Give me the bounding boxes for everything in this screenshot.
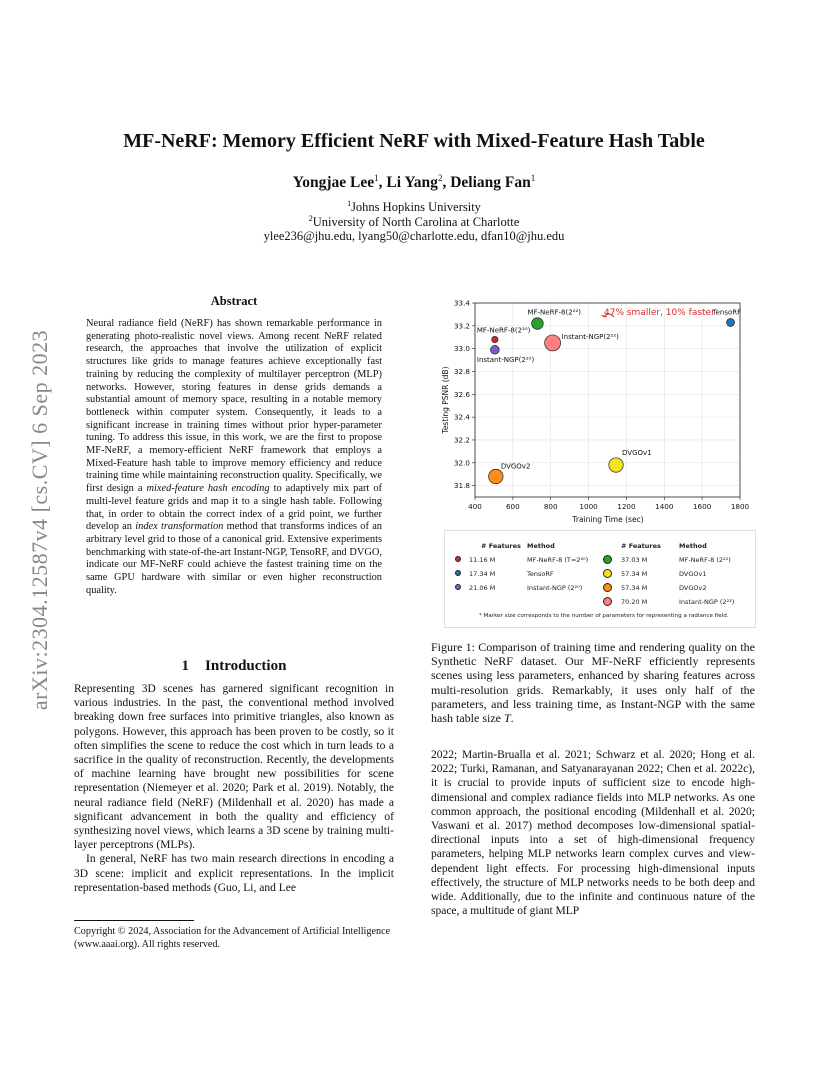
abstract-part-1: Neural radiance field (NeRF) has shown remarkable performance in generating photo-realistic novel views. Among recent NeRF related research, the approaches that involve the utilization of explicit structures like grids to manage features achieve exceptionally fast training by reducing the complexity of multilayer perceptron (MLP) networks. However, storing features in dense grids demands a substantial amount of memory space, resulting in a notable memory bottleneck within computer system. Consequently, it leads to a significant increase in training times without prior hyper-parameter tuning. To address this issue, in this work, we are the first to propose MF-NeRF, a memory-efficient NeRF framework that employs a Mixed-Feature hash table to improve memory efficiency and reduce training time while maintaining reconstruction quality. Specifically, we first design a bbox=[86, 318, 382, 495]
legend-method: TensoRF bbox=[527, 570, 554, 578]
abstract-emphasis-1: mixed-feature hash encoding bbox=[146, 483, 270, 495]
y-tick-label: 32.6 bbox=[453, 389, 470, 399]
chart-points bbox=[477, 308, 741, 483]
legend-header-method-1: Method bbox=[527, 542, 555, 550]
abstract-emphasis-2: index transformation bbox=[135, 521, 224, 533]
legend-swatch bbox=[455, 584, 461, 590]
legend-swatch bbox=[603, 569, 612, 578]
data-point bbox=[727, 318, 735, 326]
point-label: MF-NeRF-8(2²²) bbox=[527, 308, 582, 317]
x-axis-label: Training Time (sec) bbox=[572, 515, 644, 524]
legend-method: DVGOv1 bbox=[679, 570, 707, 578]
affiliation-2-name: University of North Carolina at Charlotte bbox=[312, 215, 520, 230]
legend-swatch bbox=[603, 597, 612, 606]
abstract-heading: Abstract bbox=[210, 294, 258, 308]
x-tick-label: 1200 bbox=[617, 502, 636, 511]
right-column-text: 2022; Martin-Brualla et al. 2021; Schwarz et al. 2020; Hong et al. 2022; Turki, Ramanan, and Satyanarayanan 2022; Chen et al. 2022c), it is crucial to provide inputs of sufficient size to encode high-dimensional and complex radiance fields into MLP networks. As one common approach, the positional encoding (Mildenhall et al. 2020; Vaswani et al. 2017) method decomposes low-dimensional spatial-directional inputs into a set of high-dimensional frequency parameters, helping MLP networks learn complex curves and view-dependent light effects. For processing high-dimensional inputs effectively, the structure of MLP networks needs to be both deep and wide. Additionally, due to the infinite and continuous nature of the space, a multitude of giant MLP bbox=[431, 749, 755, 918]
author-emails: ylee236@jhu.edu, lyang50@charlotte.edu, dfan10@jhu.edu bbox=[263, 229, 565, 243]
point-label: DVGOv1 bbox=[622, 449, 652, 458]
affiliation-2 bbox=[74, 214, 754, 230]
intro-paragraph-2: In general, NeRF has two main research directions in encoding a 3D scene: implicit and explicit representations. In the implicit representation-based methods (Guo, Li, and Lee bbox=[74, 853, 394, 894]
legend-feature-count: 17.34 M bbox=[469, 570, 496, 578]
figure-caption bbox=[431, 640, 755, 725]
x-tick-label: 800 bbox=[543, 502, 558, 511]
x-tick-label: 600 bbox=[505, 502, 520, 511]
legend-swatch bbox=[603, 583, 612, 592]
legend-method: MF-NeRF-8 (T=2²⁰) bbox=[527, 556, 589, 564]
legend-method: DVGOv2 bbox=[679, 584, 707, 592]
data-point bbox=[490, 345, 499, 354]
data-point bbox=[489, 469, 503, 483]
legend-swatch bbox=[603, 555, 612, 564]
affiliation-1-name: Johns Hopkins University bbox=[351, 200, 481, 215]
paper-title: MF-NeRF: Memory Efficient NeRF with Mixed-Feature Hash Table bbox=[123, 130, 705, 152]
caption-end: . bbox=[510, 711, 514, 726]
author-list: Yongjae Lee$^1$, Li Yang$^2$, Deliang Fan$^1$ bbox=[292, 173, 536, 192]
x-tick-label: 1400 bbox=[655, 502, 674, 511]
author-3: Deliang Fan bbox=[450, 174, 531, 192]
caption-text: Figure 1: Comparison of training time and rendering quality on the Synthetic NeRF dataset. Our MF-NeRF efficiently represents scenes using less parameters, enhanced by sharing features across multi-resolution grids. Remarkably, it uses only half of the parameters, and less training time, as Instant-NGP with the same hash table size bbox=[431, 640, 755, 726]
legend-feature-count: 37.03 M bbox=[621, 556, 648, 564]
author-2: Li Yang bbox=[386, 174, 438, 192]
x-tick-label: 1800 bbox=[730, 502, 750, 511]
point-label: TensoRF bbox=[712, 308, 742, 317]
point-label: DVGOv2 bbox=[500, 462, 531, 471]
copyright-footnote: Copyright © 2024, Association for the Advancement of Artificial Intelligence (www.aaai.org). All rights reserved. bbox=[74, 926, 391, 950]
author-1-affil: 1 bbox=[374, 173, 379, 183]
section-title: Introduction bbox=[205, 658, 287, 674]
point-label: Instant-NGP(2²²) bbox=[561, 332, 619, 341]
abstract-body bbox=[86, 318, 382, 597]
author-1: Yongjae Lee bbox=[292, 174, 375, 192]
point-label: MF-NeRF-8(2²⁰) bbox=[476, 326, 531, 335]
data-point bbox=[545, 335, 561, 351]
section-number: 1 bbox=[181, 658, 190, 674]
abstract-part-3: method that transforms indices of an arbitrary level grid to those of a canonical grid. Extensive experiments benchmarking with state-of-the-art Instant-NGP, TensoRF, and DVGO, indicate our MF-NeRF could achieve the fastest training time on the same GPU hardware with similar or even higher reconstruction quality. bbox=[86, 521, 383, 596]
legend-swatch bbox=[455, 556, 461, 562]
figure-1-chart bbox=[428, 290, 758, 530]
legend-method: MF-NeRF-8 (2²²) bbox=[679, 556, 731, 564]
arxiv-identifier bbox=[20, 280, 60, 760]
x-tick-label: 1600 bbox=[692, 502, 712, 511]
legend-feature-count: 21.06 M bbox=[469, 584, 496, 592]
author-2-affil: 2 bbox=[437, 173, 443, 183]
data-point bbox=[532, 318, 544, 330]
author-3-affil: 1 bbox=[530, 173, 536, 183]
legend-method: Instant-NGP (2²⁰) bbox=[527, 584, 583, 592]
y-tick-label: 32.0 bbox=[453, 458, 470, 468]
y-axis-label: Testing PSNR (dB) bbox=[441, 366, 450, 434]
y-tick-label: 32.8 bbox=[453, 366, 470, 376]
y-tick-label: 33.4 bbox=[453, 298, 470, 308]
legend-method: Instant-NGP (2²²) bbox=[679, 598, 735, 606]
y-tick-label: 32.4 bbox=[453, 412, 470, 422]
affiliation-1 bbox=[74, 199, 754, 215]
y-tick-label: 32.2 bbox=[453, 435, 470, 445]
arxiv-id-text: arXiv:2304.12587v4 [cs.CV] 6 Sep 2023 bbox=[27, 329, 52, 711]
introduction-body bbox=[74, 682, 394, 895]
caption-math: T bbox=[503, 711, 511, 726]
legend-header-features-2: # Features bbox=[621, 542, 661, 550]
legend-header-method-2: Method bbox=[679, 542, 707, 550]
chart-annotation: 47% smaller, 10% faster bbox=[604, 308, 715, 318]
point-label: Instant-NGP(2²⁰) bbox=[476, 355, 535, 364]
legend-note: * Marker size corresponds to the number of parameters for representing a radiance field. bbox=[479, 613, 729, 619]
legend-feature-count: 57.34 M bbox=[621, 584, 648, 592]
x-tick-label: 400 bbox=[468, 502, 482, 511]
intro-paragraph-1: Representing 3D scenes has garnered significant recognition in various industries. In the past, the conventional method involved breaking down free surfaces into primitive triangles, also known as polygons. However, this approach has been proven to be costly, so it often simplifies the scene to reduce the cost which in turn leads to a sacrifice in the quality of reconstruction. Recently, the developments of machine learning have brought new possibilities for scene representation (Niemeyer et al. 2020; Park et al. 2019). Notably, the neural radiance field (NeRF) (Mildenhall et al. 2020) has made a significant advancement in both the quality and efficiency of synthesizing novel views, which learns a 3D scene by training multi-layer perceptrons (MLPs). bbox=[74, 683, 394, 852]
y-tick-label: 33.0 bbox=[453, 344, 470, 354]
affiliation-2-sup: 2 bbox=[308, 214, 313, 223]
legend-feature-count: 11.16 M bbox=[469, 556, 496, 564]
legend-swatch bbox=[455, 570, 461, 576]
scatter-plot bbox=[428, 290, 758, 530]
data-point bbox=[609, 458, 623, 472]
legend-header-features-1: # Features bbox=[481, 542, 521, 550]
affiliation-1-sup: 1 bbox=[347, 199, 352, 208]
section-heading bbox=[74, 658, 394, 675]
y-tick-label: 33.2 bbox=[453, 321, 470, 331]
y-tick-label: 31.8 bbox=[453, 481, 470, 491]
abstract-part-2: to adaptively mix part of multi-level feature grids and map it to a single hash table. Following that, in order to obtain the correct index of a grid point, we further develop an bbox=[86, 483, 382, 533]
x-tick-label: 1000 bbox=[579, 502, 598, 511]
legend-feature-count: 57.34 M bbox=[621, 570, 648, 578]
footnote-rule bbox=[74, 920, 194, 921]
legend-feature-count: 70.20 M bbox=[621, 598, 648, 606]
data-point bbox=[492, 336, 498, 342]
chart-legend bbox=[444, 530, 756, 628]
